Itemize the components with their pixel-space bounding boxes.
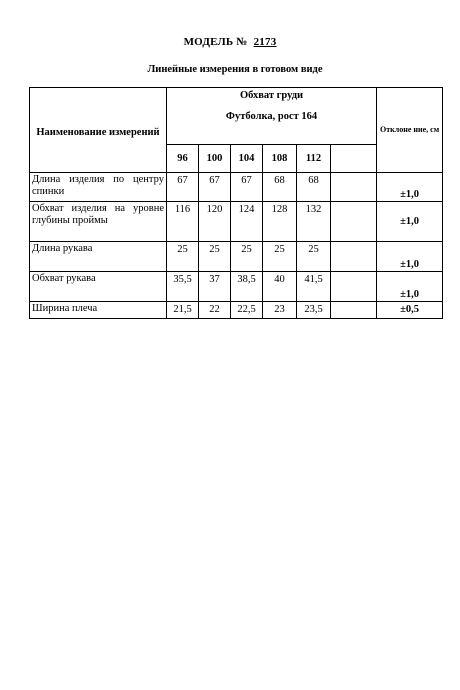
size-header: 108 [263,145,297,173]
measurement-value [331,242,377,272]
model-number: 2173 [253,36,277,48]
measurement-name: Длина изделия по центру спинки [30,173,167,202]
page-subtitle: Линейные измерения в готовом виде [147,64,323,75]
measurement-value: 25 [231,242,263,272]
measurement-value: 37 [199,272,231,302]
measurement-value: 67 [231,173,263,202]
size-header: 112 [297,145,331,173]
table-row [30,302,443,319]
measurement-name: Ширина плеча [30,302,167,319]
table-row [30,173,443,202]
table-row [30,202,443,242]
size-header [331,145,377,173]
measurement-name: Обхват рукава [30,272,167,302]
measurement-value: 23,5 [297,302,331,319]
measurement-value [331,173,377,202]
measurement-value: 41,5 [297,272,331,302]
table-row [30,242,443,272]
measurement-value: 68 [263,173,297,202]
measurement-tolerance: ±1,0 [377,202,443,242]
measurement-name: Обхват изделия на уровне глубины проймы [30,202,167,242]
size-header: 96 [167,145,199,173]
size-header: 104 [231,145,263,173]
model-title [0,36,460,48]
measurement-value: 132 [297,202,331,242]
tolerance-header: Отклоне ние, см [377,88,443,173]
measurement-value [331,202,377,242]
measurements-table [29,87,443,319]
measurement-value: 124 [231,202,263,242]
measurement-value: 67 [167,173,199,202]
girth-header [167,88,377,145]
measurement-value: 22 [199,302,231,319]
measurement-name-header: Наименование измерений [30,88,167,173]
measurement-value: 128 [263,202,297,242]
measurement-value: 22,5 [231,302,263,319]
measurement-value: 25 [263,242,297,272]
measurement-value [331,272,377,302]
measurement-name: Длина рукава [30,242,167,272]
measurement-value: 120 [199,202,231,242]
measurement-tolerance: ±1,0 [377,272,443,302]
girth-header-label: Обхват груди [239,90,304,101]
measurement-value: 67 [199,173,231,202]
measurement-value: 68 [297,173,331,202]
measurement-tolerance: ±0,5 [377,302,443,319]
measurement-value: 35,5 [167,272,199,302]
measurement-value: 40 [263,272,297,302]
measurement-value: 25 [297,242,331,272]
measurement-value [331,302,377,319]
measurement-tolerance: ±1,0 [377,242,443,272]
measurement-value: 23 [263,302,297,319]
model-label: МОДЕЛЬ № [183,36,248,48]
measurement-value: 116 [167,202,199,242]
table-row [30,272,443,302]
measurement-value: 21,5 [167,302,199,319]
product-header-label: Футболка, рост 164 [225,111,318,122]
measurement-value: 38,5 [231,272,263,302]
measurement-value: 25 [199,242,231,272]
size-header: 100 [199,145,231,173]
measurement-tolerance: ±1,0 [377,173,443,202]
measurement-value: 25 [167,242,199,272]
